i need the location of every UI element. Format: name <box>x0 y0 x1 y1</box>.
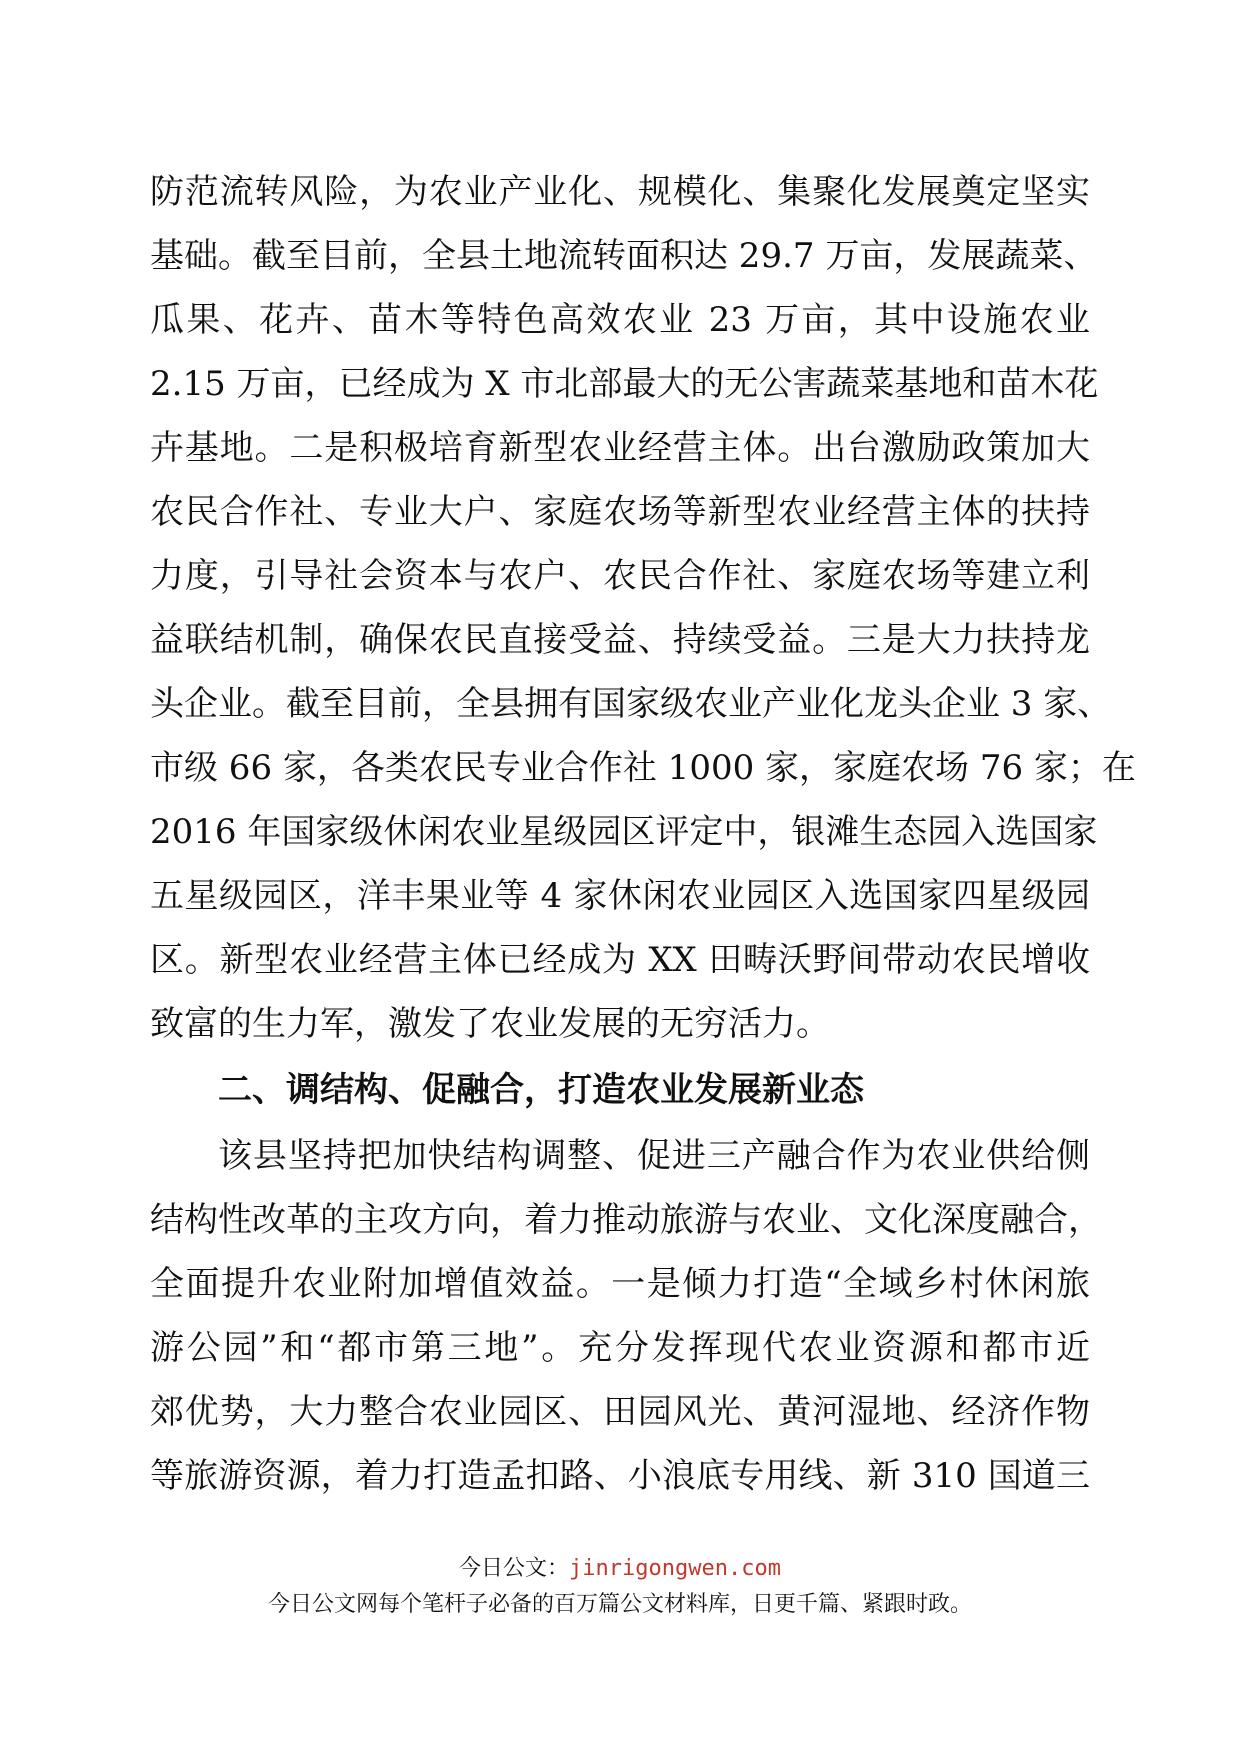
text-line: 瓜果、花卉、苗木等特色高效农业 23 万亩，其中设施农业 <box>150 300 1090 340</box>
text-line: 五星级园区，洋丰果业等 4 家休闲农业园区入选国家四星级园 <box>150 876 1090 916</box>
text-line: 2.15 万亩，已经成为 X 市北部最大的无公害蔬菜基地和苗木花 <box>150 364 1099 404</box>
text-line: 该县坚持把加快结构调整、促进三产融合作为农业供给侧 <box>218 1136 1090 1176</box>
text-line: 全面提升农业附加增值效益。一是倾力打造“全域乡村休闲旅 <box>150 1264 1090 1304</box>
text-line: 卉基地。二是积极培育新型农业经营主体。出台激励政策加大 <box>150 428 1090 468</box>
text-line: 防范流转风险，为农业产业化、规模化、集聚化发展奠定坚实 <box>150 172 1090 212</box>
text-line: 基础。截至目前，全县土地流转面积达 29.7 万亩，发展蔬菜、 <box>150 236 1098 276</box>
text-line: 郊优势，大力整合农业园区、田园风光、黄河湿地、经济作物 <box>150 1392 1090 1432</box>
text-line: 区。新型农业经营主体已经成为 XX 田畴沃野间带动农民增收 <box>150 940 1090 980</box>
footer-site <box>0 1554 1240 1584</box>
text-line: 结构性改革的主攻方向，着力推动旅游与农业、文化深度融合， <box>150 1200 1102 1240</box>
text-line: 农民合作社、专业大户、家庭农场等新型农业经营主体的扶持 <box>150 492 1090 532</box>
footer-site-label: 今日公文： <box>459 1556 570 1581</box>
text-line: 市级 66 家，各类农民专业合作社 1000 家，家庭农场 76 家；在 <box>150 748 1136 788</box>
text-line: 等旅游资源，着力打造孟扣路、小浪底专用线、新 310 国道三 <box>150 1456 1090 1496</box>
footer-site-url[interactable]: jinrigongwen.com <box>569 1556 781 1581</box>
text-line: 力度，引导社会资本与农户、农民合作社、家庭农场等建立利 <box>150 556 1090 596</box>
text-line: 头企业。截至目前，全县拥有国家级农业产业化龙头企业 3 家、 <box>150 684 1112 724</box>
text-line: 致富的生力军，激发了农业发展的无穷活力。 <box>150 1004 830 1044</box>
section-heading: 二、调结构、促融合，打造农业发展新业态 <box>218 1070 864 1110</box>
text-line: 2016 年国家级休闲农业星级园区评定中，银滩生态园入选国家 <box>150 812 1098 852</box>
footer-tagline: 今日公文网每个笔杆子必备的百万篇公文材料库，日更千篇、紧跟时政。 <box>267 1592 972 1617</box>
text-line: 游公园”和“都市第三地”。充分发挥现代农业资源和都市近 <box>150 1328 1090 1368</box>
text-line: 益联结机制，确保农民直接受益、持续受益。三是大力扶持龙 <box>150 620 1090 660</box>
